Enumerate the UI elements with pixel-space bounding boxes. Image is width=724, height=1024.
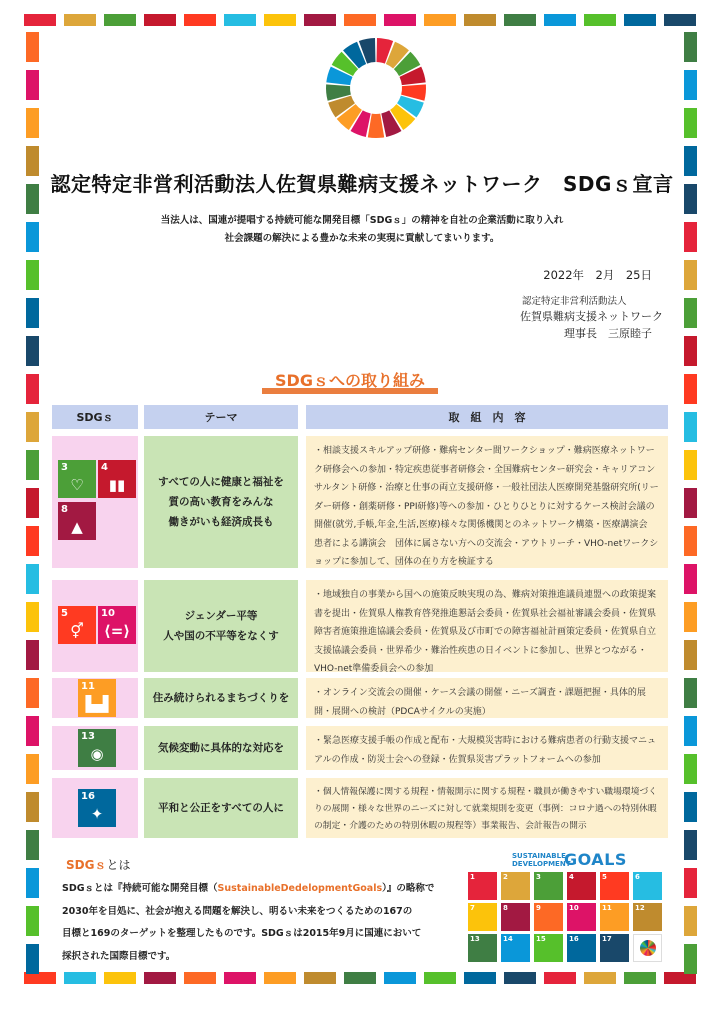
goal-tile-number: 12	[635, 904, 645, 912]
border-tile	[684, 830, 697, 860]
border-tile	[144, 972, 176, 984]
border-tile	[304, 972, 336, 984]
goal-8-icon: 8 ▲	[58, 502, 96, 540]
content-cell: ・個人情報保護に関する規程・情報開示に関する規程・職員が働きやすい職場環境づくりの展開・様々な世界のニーズに対して就業規則を変更（事例：コロナ過への特別休暇の制定・介護のための特別休暇の規程等）事業報告、会計報告の開示	[306, 778, 668, 838]
about-line-2: 2030年を目処に、社会が抱える問題を解決し、明るい未来をつくるための167の	[62, 905, 413, 917]
header-theme: テーマ	[144, 405, 298, 429]
goal-tile-number: 2	[503, 873, 508, 881]
wheel-segment	[368, 114, 384, 138]
goal-tile-number: 1	[470, 873, 475, 881]
goal-tile-number: 4	[569, 873, 574, 881]
goal-tile	[567, 872, 596, 900]
border-tile	[64, 972, 96, 984]
border-tile	[584, 14, 616, 26]
border-left	[26, 32, 39, 982]
border-tile	[344, 14, 376, 26]
border-tile	[26, 526, 39, 556]
border-tile	[224, 14, 256, 26]
goal-tile	[600, 872, 629, 900]
goal-tile-number: 3	[536, 873, 541, 881]
goal-tile-number: 14	[503, 935, 513, 943]
border-tile	[684, 412, 697, 442]
goal-tile-number: 9	[536, 904, 541, 912]
about-body	[62, 878, 452, 968]
goal-tile	[633, 903, 662, 931]
goal-tile-number: 16	[569, 935, 579, 943]
border-tile	[64, 14, 96, 26]
page-title: 認定特定非営利活動法人佐賀県難病支援ネットワーク SDGｓ宣言	[50, 172, 674, 196]
border-tile	[544, 972, 576, 984]
border-tile	[684, 906, 697, 936]
border-tile	[26, 754, 39, 784]
goal-tile	[468, 934, 497, 962]
content-cell: ・地域独自の事業から国への施策反映実現の為、難病対策推進議員連盟への政策提案書を提出・佐賀県人権教育啓発推進懇話会委員・佐賀県社会福祉審議会委員・佐賀県障害者施策推進協議会委員・佐賀県及び市町での障害福祉計画策定委員・佐賀県自立支援協議会委員・世界希少・難治性疾患の日イベントに参加し、世界とつながる・VHO-net準備委員会への参加	[306, 580, 668, 672]
border-tile	[26, 868, 39, 898]
mini-wheel	[640, 940, 656, 956]
border-tile	[184, 14, 216, 26]
org-name: 佐賀県難病支援ネットワーク	[520, 310, 663, 323]
goal-icons-cell	[52, 580, 138, 672]
about-line-3: 目標と169のターゲットを整理したものです。SDGｓは2015年9月に国連において	[62, 928, 422, 939]
goal-tile	[534, 934, 563, 962]
goal-tile-number: 13	[470, 935, 480, 943]
border-tile	[26, 184, 39, 214]
border-tile	[24, 14, 56, 26]
border-tile	[26, 298, 39, 328]
border-tile	[504, 14, 536, 26]
goal-tile-number: 17	[602, 935, 612, 943]
border-tile	[104, 14, 136, 26]
section-title	[262, 368, 438, 394]
border-tile	[104, 972, 136, 984]
border-tile	[624, 972, 656, 984]
border-tile	[624, 14, 656, 26]
table-row	[52, 436, 668, 568]
border-tile	[684, 526, 697, 556]
about-title-suffix: とは	[106, 858, 131, 872]
border-tile	[464, 14, 496, 26]
goal-tile-number: 8	[503, 904, 508, 912]
goals-logo-word: GOALS	[564, 850, 627, 869]
border-tile	[304, 14, 336, 26]
border-tile	[26, 450, 39, 480]
border-tile	[184, 972, 216, 984]
border-tile	[384, 972, 416, 984]
border-tile	[684, 678, 697, 708]
border-tile	[26, 260, 39, 290]
border-tile	[504, 972, 536, 984]
content-cell: ・緊急医療支援手帳の作成と配布・大規模災害時における難病患者の行動支援マニュアルの作成・防災士会への登録・佐賀県災害プラットフォームへの参加	[306, 726, 668, 770]
content-cell: ・オンライン交流会の開催・ケース会議の開催・ニーズ調査・課題把握・具体的展開・展開への検討（PDCAサイクルの実施）	[306, 678, 668, 718]
goal-5-icon: 5 ⚥	[58, 606, 96, 644]
about-title-prefix: SDGｓ	[66, 858, 107, 872]
goal-tile	[468, 872, 497, 900]
goal-4-icon: 4 ▮▮	[98, 460, 136, 498]
border-tile	[684, 450, 697, 480]
border-tile	[26, 640, 39, 670]
border-tile	[26, 412, 39, 442]
goal-tile	[534, 872, 563, 900]
goal-tile-number: 11	[602, 904, 612, 912]
table-row	[52, 778, 668, 838]
border-tile	[544, 14, 576, 26]
border-tile	[26, 792, 39, 822]
border-tile	[26, 488, 39, 518]
border-tile	[26, 32, 39, 62]
intro-text	[60, 212, 664, 248]
goal-tile	[501, 934, 530, 962]
border-tile	[684, 602, 697, 632]
theme-text: ジェンダー平等 人や国の不平等をなくす	[163, 610, 279, 642]
border-tile	[26, 374, 39, 404]
table-row	[52, 678, 668, 718]
theme-cell: 住み続けられるまちづくりを	[144, 678, 298, 718]
goal-tile	[534, 903, 563, 931]
border-tile	[684, 374, 697, 404]
goal-tile	[600, 934, 629, 962]
border-tile	[144, 14, 176, 26]
border-tile	[26, 830, 39, 860]
goal-icons-cell	[52, 436, 138, 568]
theme-cell	[144, 436, 298, 568]
border-tile	[344, 972, 376, 984]
theme-text: すべての人に健康と福祉を 質の高い教育をみんな 働きがいも経済成長も	[158, 476, 284, 528]
border-tile	[584, 972, 616, 984]
declaration-date: 2022年 2月 25日	[543, 268, 652, 282]
table-row	[52, 580, 668, 672]
border-tile	[26, 906, 39, 936]
goal-11-icon: 11 ▙▟	[78, 679, 116, 717]
goal-tile-number: 6	[635, 873, 640, 881]
border-tile	[684, 260, 697, 290]
border-tile	[684, 184, 697, 214]
header-sdgs: SDGｓ	[52, 405, 138, 429]
sustainable-development-goals-logo	[512, 852, 630, 870]
border-tile	[684, 868, 697, 898]
goal-icons-cell	[52, 726, 138, 770]
goal-tile-number: 15	[536, 935, 546, 943]
border-tile	[684, 944, 697, 974]
border-tile	[684, 222, 697, 252]
about-line-1	[62, 878, 452, 901]
org-type: 認定特定非営利活動法人	[522, 296, 627, 307]
border-tile	[684, 716, 697, 746]
goal-icons-cell	[52, 778, 138, 838]
representative: 理事長 三原睦子	[564, 327, 652, 340]
border-tile	[224, 972, 256, 984]
content-cell: ・相談支援スキルアップ研修・難病センター間ワークショップ・難病医療ネットワーク研修会への参加・特定疾患従事者研修会・全国難病センター研究会・キャリアコンサルタント研修・治療と仕事の両立支援研修・一般社団法人医療開発基盤研究所(リーダー研修・創薬研修・PPI研修)等への参加・ひとりひとりに対するケース検討会議の開催(就労,手帳,年金,生活,医療)様々な関係機関とのネットワーク構築・医療講演会 患者による講演会 団体に属さない方への交流会・アウトリーチ・VHO-netワークショップに参加して、団体の在り方を検証する	[306, 436, 668, 568]
border-tile	[684, 564, 697, 594]
section-title-text: SDGｓへの取り組み	[275, 371, 425, 390]
border-tile	[684, 146, 697, 176]
border-tile	[684, 298, 697, 328]
border-tile	[684, 108, 697, 138]
border-tile	[684, 336, 697, 366]
goal-tile	[468, 903, 497, 931]
goal-10-icon: 10 ⟨=⟩	[98, 606, 136, 644]
theme-cell: 気候変動に具体的な対応を	[144, 726, 298, 770]
about-highlight: SustainableDedelopmentGoals	[217, 883, 383, 894]
border-tile	[684, 754, 697, 784]
about-line-4: 採択された国際目標です。	[62, 950, 176, 962]
border-tile	[26, 678, 39, 708]
goals-logo-top: SUSTAINABLE DEVELOPMENT	[512, 852, 571, 868]
goal-icons-cell	[52, 678, 138, 718]
goal-tile	[501, 872, 530, 900]
theme-cell: 平和と公正をすべての人に	[144, 778, 298, 838]
goal-16-icon: 16 ✦	[78, 789, 116, 827]
border-tile	[26, 564, 39, 594]
border-top	[24, 14, 704, 26]
border-tile	[684, 640, 697, 670]
border-tile	[26, 70, 39, 100]
intro-line-1: 当法人は、国連が提唱する持続可能な開発目標「SDGｓ」の精神を自社の企業活動に取り入れ	[160, 215, 564, 226]
goal-wheel-tile	[633, 934, 662, 962]
about-line-1b: ）』の略称で	[382, 883, 435, 894]
goal-3-icon: 3 ♡	[58, 460, 96, 498]
border-tile	[424, 972, 456, 984]
border-tile	[464, 972, 496, 984]
border-tile	[424, 14, 456, 26]
border-tile	[26, 944, 39, 974]
border-right	[684, 32, 697, 982]
goal-tile-number: 5	[602, 873, 607, 881]
about-line-1a: SDGｓとは『持続可能な開発目標（	[62, 883, 218, 894]
border-tile	[26, 108, 39, 138]
header-content: 取 組 内 容	[306, 405, 668, 429]
border-tile	[684, 488, 697, 518]
border-tile	[26, 146, 39, 176]
border-tile	[26, 222, 39, 252]
goal-tile	[567, 934, 596, 962]
goal-tile-number: 10	[569, 904, 579, 912]
goal-tile	[600, 903, 629, 931]
border-tile	[264, 972, 296, 984]
about-title	[66, 856, 130, 873]
border-tile	[26, 602, 39, 632]
goal-tile-number: 7	[470, 904, 475, 912]
goal-tile	[501, 903, 530, 931]
goal-13-icon: 13 ◉	[78, 729, 116, 767]
theme-cell	[144, 580, 298, 672]
border-tile	[26, 336, 39, 366]
table-row	[52, 726, 668, 770]
border-tile	[684, 70, 697, 100]
goal-tile	[633, 872, 662, 900]
sdg-wheel-logo	[324, 36, 428, 140]
border-bottom	[24, 972, 704, 984]
border-tile	[684, 792, 697, 822]
intro-line-2: 社会課題の解決による豊かな未来の実現に貢献してまいります。	[224, 233, 500, 244]
border-tile	[264, 14, 296, 26]
border-tile	[26, 716, 39, 746]
border-tile	[384, 14, 416, 26]
border-tile	[664, 14, 696, 26]
goal-tile	[567, 903, 596, 931]
border-tile	[684, 32, 697, 62]
